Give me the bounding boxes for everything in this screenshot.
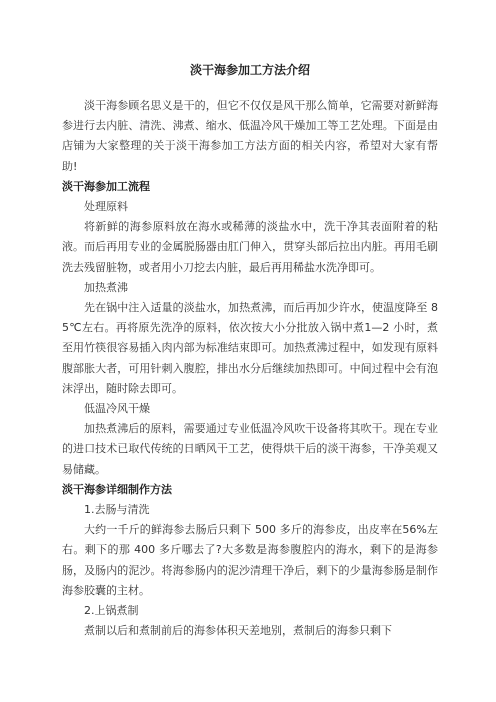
document-title: 淡干海参加工方法介绍 [189, 63, 310, 77]
subheading-boiling: 加热煮沸 [84, 280, 128, 294]
section-heading-detailed-method: 淡干海参详细制作方法 [62, 482, 172, 496]
paragraph-cold-air-drying: 加热煮沸后的原料，需要通过专业低温冷风吹干设备将其吹干。现在专业的进口技术已取代传统的日晒风干工艺，使得烘干后的淡干海参，干净美观又易储藏。 [62, 422, 438, 476]
intro-paragraph: 淡干海参顾名思义是干的，但它不仅仅是风干那么简单，它需要对新鲜海参进行去内脏、清洗、沸煮、缩水、低温冷风干燥加工等工艺处理。下面是由店铺为大家整理的关于淡干海参加工方法方面的相关内容，希望对大家有帮助! [62, 99, 438, 173]
subheading-pot-boiling: 2.上锅煮制 [84, 604, 139, 618]
paragraph-raw-material: 将新鲜的海参原料放在海水或稀薄的淡盐水中，洗干净其表面附着的粘液。而后再用专业的金属脱肠器由肛门伸入，贯穿头部后拉出内脏。再用毛刷洗去残留脏物，或者用小刀挖去内脏，最后再用稀盐水洗净即可。 [62, 220, 438, 274]
subheading-cold-air-drying: 低温冷风干燥 [84, 402, 150, 416]
paragraph-boiling: 先在锅中注入适量的淡盐水，加热煮沸，而后再加少许水，使温度降至 85℃左右。再将原先洗净的原料，依次按大小分批放入锅中煮1—2 小时，煮至用竹筷很容易插入肉内部为标准结束即可。加热煮沸过程中，如发现有原料腹部胀大者，可用针刺入腹腔，排出水分后继续加热即可。中间过程中会有泡沫浮出，随时除去即可。 [62, 301, 438, 395]
subheading-raw-material: 处理原料 [84, 200, 128, 214]
paragraph-gutting-cleaning: 大约一千斤的鲜海参去肠后只剩下 500 多斤的海参皮，出皮率在56%左右。剩下的那 400 多斤哪去了?大多数是海参腹腔内的海水，剩下的是海参肠，及肠内的泥沙。将海参肠内的泥沙清理干净后，剩下的少量海参肠是制作海参胶囊的主材。 [62, 523, 438, 597]
paragraph-pot-boiling: 煮制以后和煮制前后的海参体积天差地别，煮制后的海参只剩下 [84, 624, 392, 638]
subheading-gutting-cleaning: 1.去肠与清洗 [84, 503, 150, 517]
section-heading-process: 淡干海参加工流程 [62, 179, 150, 193]
